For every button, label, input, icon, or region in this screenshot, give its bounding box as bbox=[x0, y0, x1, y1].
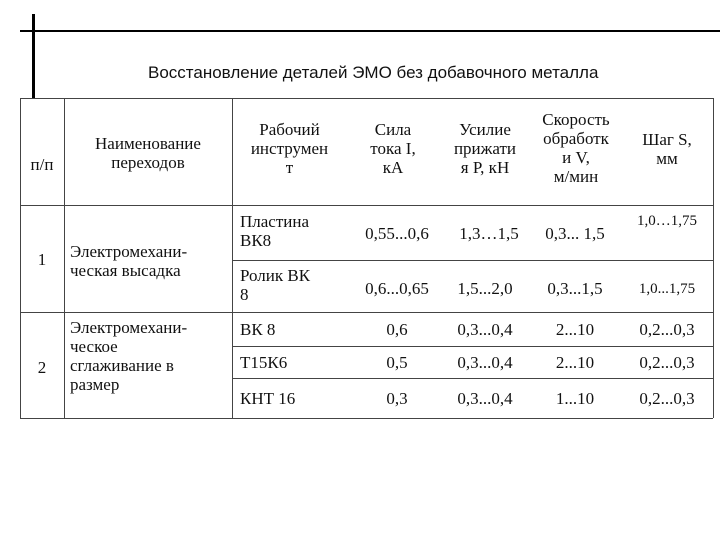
table-row-divider bbox=[232, 346, 713, 347]
cell-speed: 1...10 bbox=[555, 389, 595, 408]
table-border-top bbox=[20, 98, 713, 99]
table-border-bottom bbox=[20, 418, 713, 419]
cell-tool: КНТ 16 bbox=[240, 389, 296, 408]
table-row-divider bbox=[232, 378, 713, 379]
cell-tool: ВК 8 bbox=[240, 320, 276, 339]
cell-tool: Ролик ВК 8 bbox=[240, 266, 311, 304]
cell-speed: 0,3... 1,5 bbox=[545, 224, 605, 243]
header-speed: Скорость обработк и V, м/мин bbox=[542, 110, 610, 186]
cell-force: 1,5...2,0 bbox=[457, 279, 513, 298]
header-num: п/п bbox=[30, 155, 54, 174]
cell-current: 0,5 bbox=[386, 353, 408, 372]
cell-tool: Пластина ВК8 bbox=[240, 212, 310, 250]
table-header-divider bbox=[20, 205, 713, 206]
row-operation-name: Электромехани- ческое сглаживание в размер bbox=[70, 318, 188, 394]
row-number: 2 bbox=[37, 358, 47, 377]
cell-force: 0,3...0,4 bbox=[457, 353, 513, 372]
header-current: Сила тока I, кА bbox=[370, 120, 416, 177]
header-tool: Рабочий инструмен т bbox=[250, 120, 329, 177]
table-border-right bbox=[713, 98, 714, 418]
cell-tool: Т15К6 bbox=[240, 353, 288, 372]
cell-step: 1,0…1,75 bbox=[637, 213, 697, 229]
cell-current: 0,55...0,6 bbox=[365, 224, 429, 243]
cell-step: 0,2...0,3 bbox=[639, 353, 695, 372]
page-title: Восстановление деталей ЭМО без добавочного металла bbox=[148, 63, 599, 82]
cell-speed: 2...10 bbox=[555, 320, 595, 339]
header-step: Шаг S, мм bbox=[642, 130, 692, 168]
cell-current: 0,3 bbox=[386, 389, 408, 408]
row-number: 1 bbox=[37, 250, 47, 269]
cell-force: 0,3...0,4 bbox=[457, 389, 513, 408]
cell-step: 0,2...0,3 bbox=[639, 320, 695, 339]
cell-current: 0,6 bbox=[386, 320, 408, 339]
table-row-divider bbox=[20, 312, 713, 313]
cell-step: 1,0...1,75 bbox=[638, 281, 696, 297]
row-operation-name: Электромехани- ческая высадка bbox=[70, 242, 188, 280]
header-force: Усилие прижати я Р, кН bbox=[453, 120, 517, 177]
cell-speed: 0,3...1,5 bbox=[547, 279, 603, 298]
cell-step: 0,2...0,3 bbox=[639, 389, 695, 408]
table-row-divider bbox=[232, 260, 713, 261]
cell-force: 1,3…1,5 bbox=[459, 224, 519, 243]
cell-speed: 2...10 bbox=[555, 353, 595, 372]
header-name: Наименование переходов bbox=[95, 134, 201, 172]
cell-force: 0,3...0,4 bbox=[457, 320, 513, 339]
cell-current: 0,6...0,65 bbox=[365, 279, 429, 298]
